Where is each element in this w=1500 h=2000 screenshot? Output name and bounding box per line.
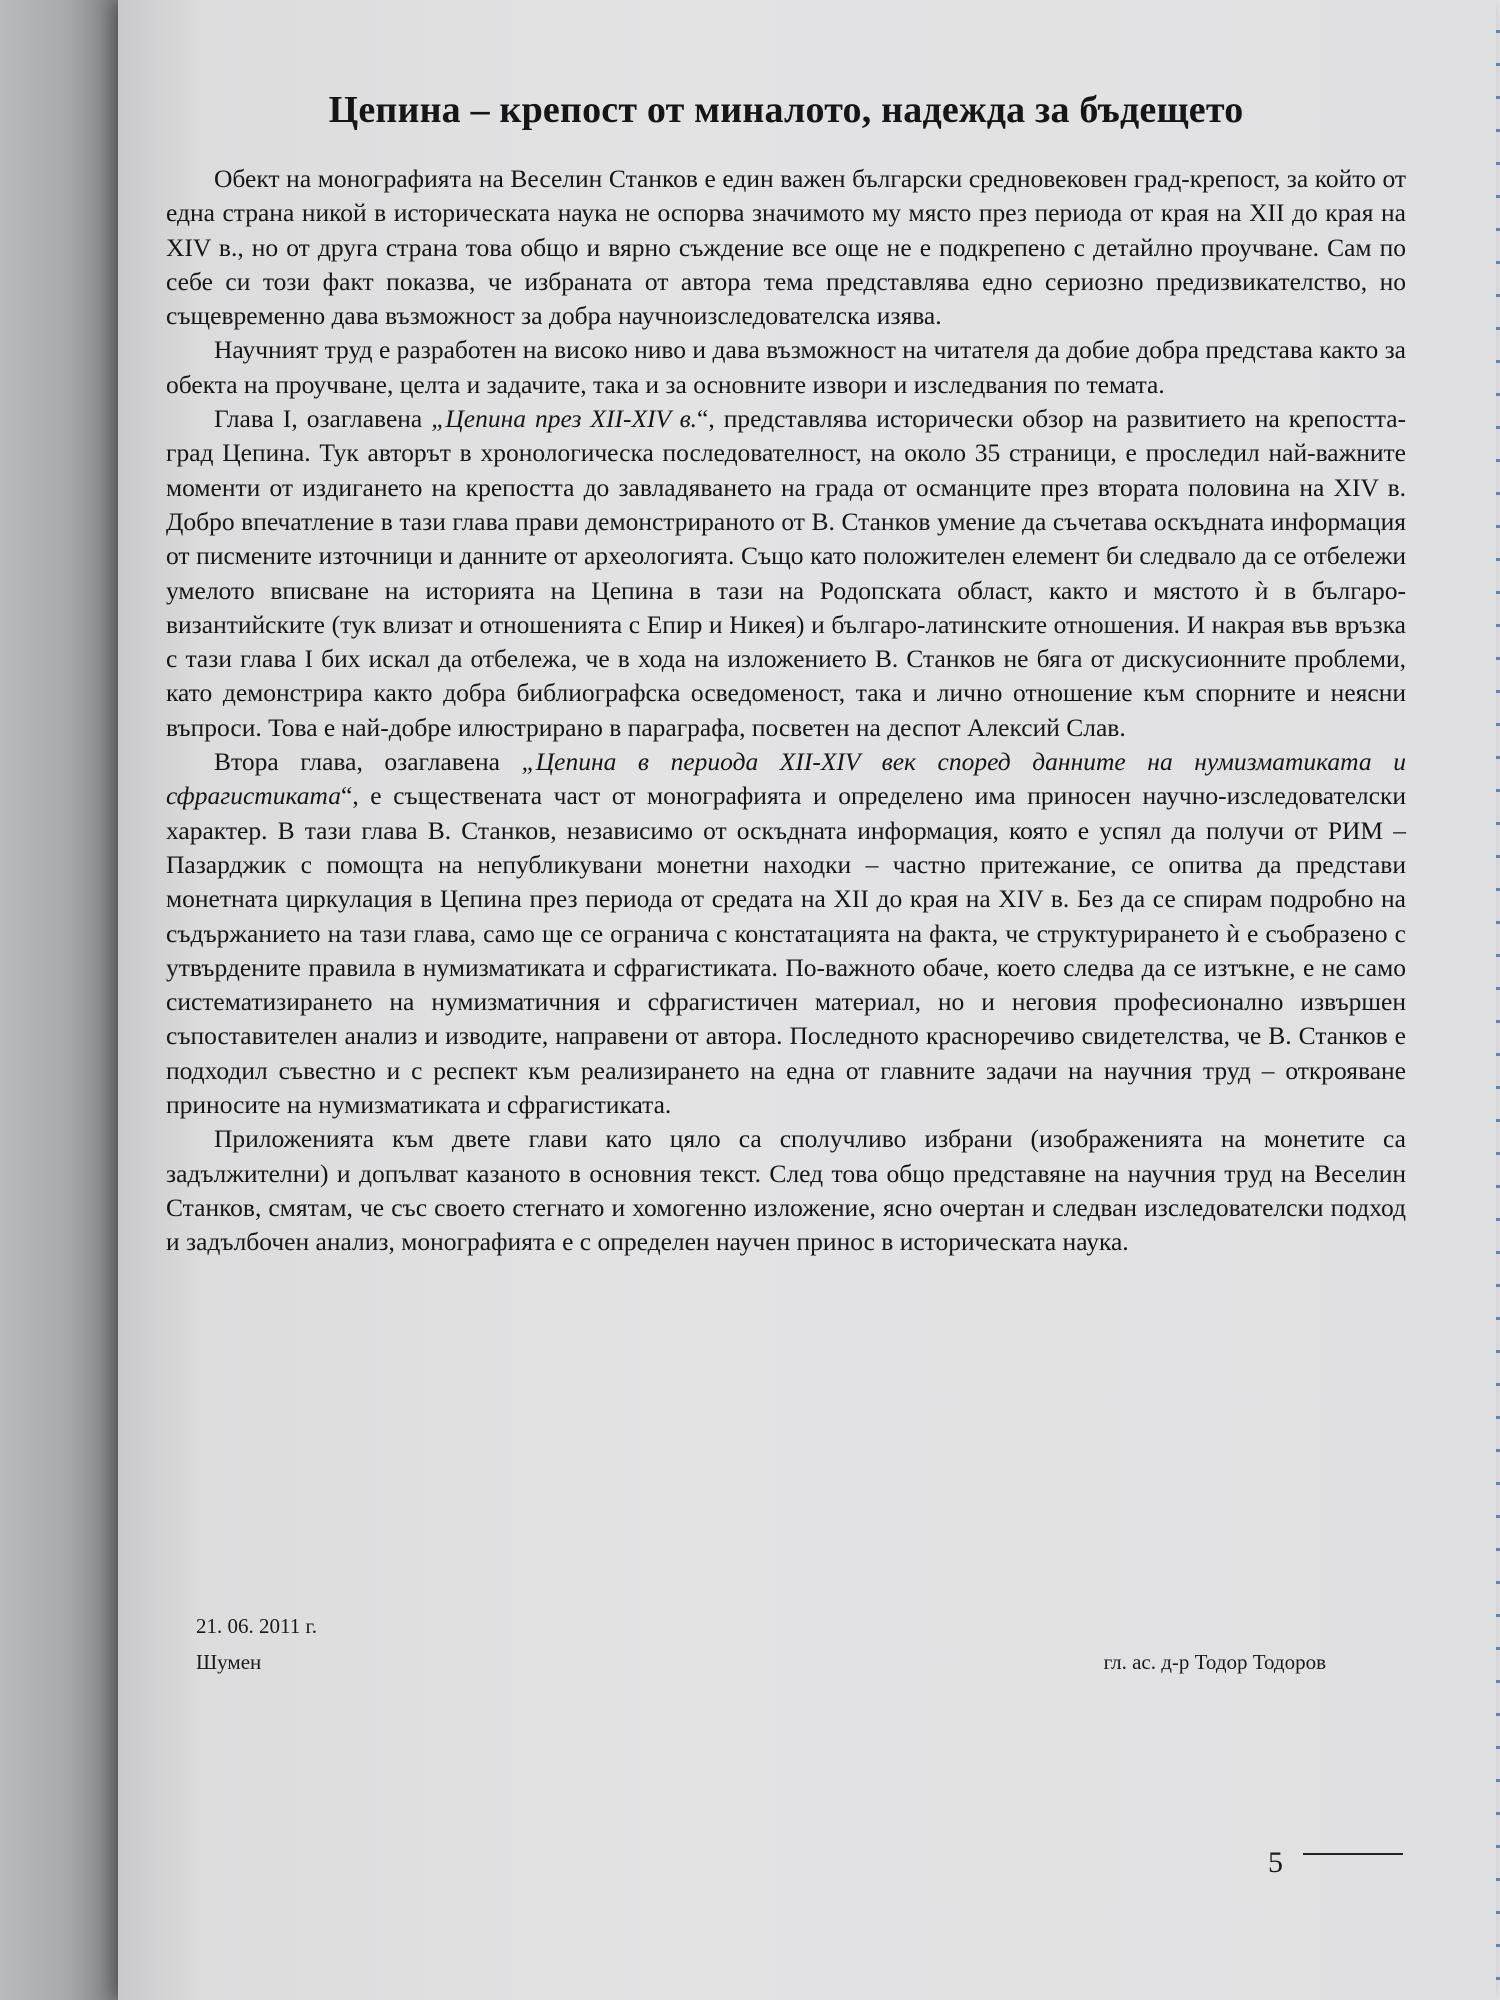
signature-author: гл. ас. д-р Тодор Тодоров (1103, 1650, 1326, 1674)
paragraph-3 (166, 402, 1406, 745)
paragraph-2: Научният труд е разработен на високо ниво и дава възможност на читателя да добие добра представа както за обекта на проучване, целта и задачите, така и за основните извори и изследвания по темата. (166, 335, 1406, 399)
page-content (166, 68, 1406, 1260)
paragraph-3-rest: “, представлява исторически обзор на развитието на крепостта-град Цепина. Тук авторът в хронологическа последователност, на около 35 страници, е проследил най-важните моменти от издигането на крепостта до завладяването на града от османците през втората половина на XIV в. Добро впечатление в тази глава прави демонстрираното от В. Станков умение да съчетава оскъдната информация от писмените източници и данните от археологията. Също като положителен елемент би следвало да се отбележи умелото вписване на историята на Цепина в тази на Родопската област, както и мястото ѝ в българо-византийските (тук влизат и отношенията с Епир и Никея) и българо-латинските отношения. И накрая във връзка с тази глава I бих искал да отбележа, че в хода на изложението В. Станков не бяга от дискусионните проблеми, като демонстрира както добра библиографска осведоменост, така и лично отношение към спорните и неясни въпроси. Това е най-добре илюстрирано в параграфа, посветен на деспот Алексий Слав. (166, 404, 1406, 742)
paragraph-1: Обект на монографията на Веселин Станков е един важен български средновековен град-крепост, за който от една страна никой в историческата наука не оспорва значимото му място през периода от края на XII до края на XIV в., но от друга страна това общо и вярно съждение все още не е подкрепено с детайлно проучване. Сам по себе си този факт показва, че избраната от автора тема представлява едно сериозно предизвикателство, но същевременно дава възможност за добра научноизследователска изява. (166, 164, 1406, 331)
chapter-1-title: „Цепина през XII-XIV в. (431, 404, 698, 434)
page-title: Цепина – крепост от миналото, надежда за бъдещето (328, 89, 1244, 131)
previous-page-edge (0, 0, 120, 2000)
chapter-2-title: „Цепина в периода XII-XIV век според данните на нумизматиката и сфрагистиката (166, 747, 1406, 811)
paragraph-5: Приложенията към двете глави като цяло са сполучливо избрани (изображенията на монетите са задължителни) и допълват казаното в основния текст. След това общо представяне на научния труд на Веселин Станков, смятам, че със своето стегнато и хомогенно изложение, ясно очертан и следван изследователски подход и задълбочен анализ, монографията е с определен научен принос в историческата наука. (166, 1124, 1406, 1257)
paragraph-4-rest: “, е съществената част от монографията и определено има приносен научно-изследователски характер. В тази глава В. Станков, независимо от оскъдната информация, която е успял да получи от РИМ – Пазарджик с помощта на непубликувани монетни находки – частно притежание, се опитва да представи монетната циркулация в Цепина през периода от средата на XII до края на XIV в. Без да се спирам подробно на съдържанието на тази глава, само ще се огранича с констатацията на факта, че структурирането ѝ е съобразено с утвърдените правила в нумизматиката и сфрагистиката. По-важното обаче, което следва да се изтъкне, е не само систематизирането на нумизматичния и сфрагистичен материал, но и неговия професионално извършен съпоставителен анализ и изводите, направени от автора. Последното красноречиво свидетелства, че В. Станков е подходил съвестно и с респект към реализирането на една от главните задачи на научния труд – открояване приносите на нумизматиката и сфрагистиката. (166, 781, 1406, 1120)
signature-block (196, 1608, 1326, 1680)
page-number-rule (1303, 1853, 1403, 1855)
paragraph-4 (166, 745, 1406, 1122)
page-number: 5 (1268, 1846, 1283, 1879)
book-page (118, 0, 1496, 2000)
paragraph-3-start: Глава I, озаглавена (214, 404, 432, 434)
paragraph-4-start: Втора глава, озаглавена (214, 747, 522, 777)
signature-row (196, 1644, 1326, 1680)
signature-place: Шумен (196, 1650, 262, 1674)
signature-date: 21. 06. 2011 г. (196, 1614, 317, 1638)
